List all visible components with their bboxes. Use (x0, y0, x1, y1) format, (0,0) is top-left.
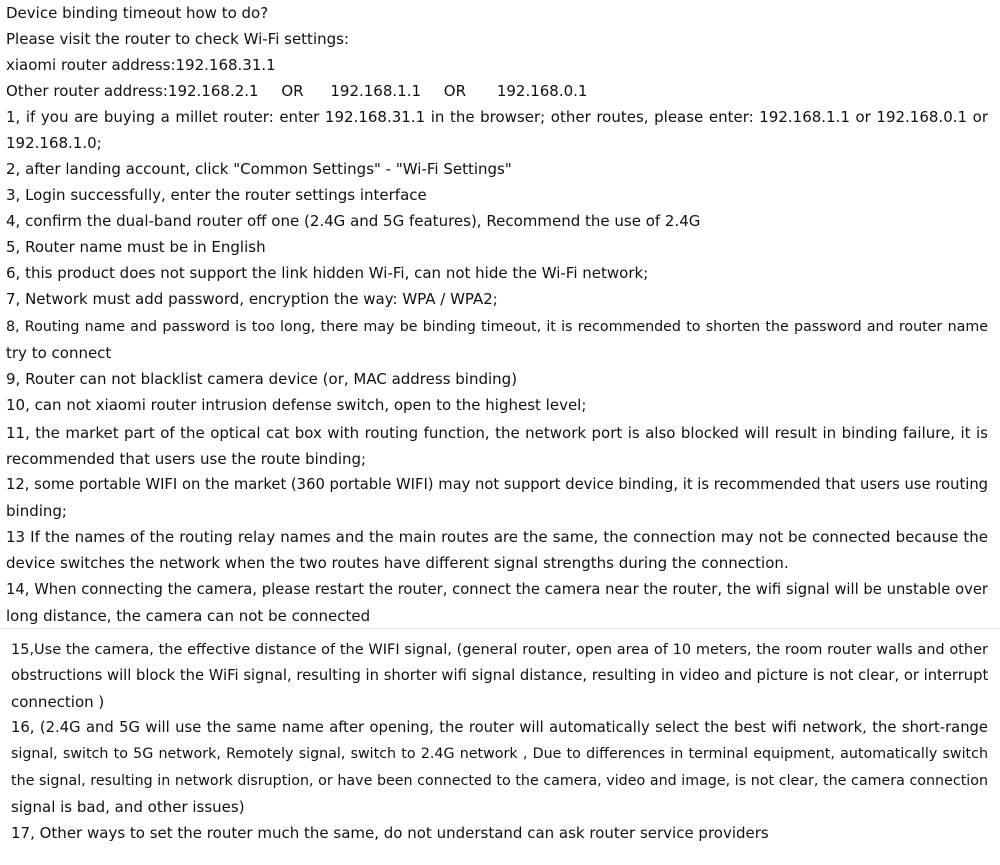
instruction-line: 7, Network must add password, encryption the way: WPA / WPA2; (6, 290, 498, 308)
instruction-line: long distance, the camera can not be connected (6, 607, 371, 625)
instruction-line: recommended that users use the route binding; (6, 450, 367, 468)
document-title: Device binding timeout how to do? (6, 4, 269, 22)
or-separator: OR (281, 82, 304, 100)
instruction-block-bottom (0, 628, 1000, 865)
instruction-line: 14, When connecting the camera, please restart the router, connect the camera near the router, the wifi signal will be unstable over (6, 581, 988, 598)
ip-address: 192.168.1.1 (330, 82, 422, 100)
other-address-label: Other router address:192.168.2.1 (6, 82, 259, 100)
other-address-line (6, 78, 988, 104)
instruction-line: signal is bad, and other issues) (11, 798, 245, 816)
instruction-line: 15,Use the camera, the effective distance of the WIFI signal, (general router, open area of 10 meters, the room router walls and other (11, 642, 988, 658)
instruction-line: 8, Routing name and password is too long, there may be binding timeout, it is recommended to shorten the password and router name (6, 319, 988, 335)
intro-line: Please visit the router to check Wi-Fi settings: (6, 30, 350, 48)
instruction-line: 3, Login successfully, enter the router settings interface (6, 186, 427, 204)
ip-address: 192.168.0.1 (496, 82, 588, 100)
instruction-line: 2, after landing account, click "Common Settings" - "Wi-Fi Settings" (6, 160, 512, 178)
instruction-line: 192.168.1.0; (6, 134, 102, 152)
instruction-line: 1, if you are buying a millet router: enter 192.168.31.1 in the browser; other routes, please enter: 192.168.1.1 or 192.168.0.1 or (6, 108, 988, 126)
xiaomi-address-line: xiaomi router address:192.168.31.1 (6, 56, 276, 74)
instruction-line: binding; (6, 502, 67, 520)
instruction-line: 17, Other ways to set the router much the same, do not understand can ask router service providers (11, 824, 769, 842)
instruction-line: 9, Router can not blacklist camera device (or, MAC address binding) (6, 370, 518, 388)
instruction-line: 10, can not xiaomi router intrusion defense switch, open to the highest level; (6, 396, 587, 414)
instruction-line: device switches the network when the two routes have different signal strengths during the connection. (6, 554, 789, 572)
instruction-line: 16, (2.4G and 5G will use the same name after opening, the router will automatically select the best wifi network, the short-range (11, 719, 988, 736)
instruction-line: obstructions will block the WiFi signal, resulting in shorter wifi signal distance, resulting in video and picture is not clear, or interrupt (11, 667, 989, 684)
instruction-line: connection ) (11, 693, 105, 711)
instruction-line: 6, this product does not support the link hidden Wi-Fi, can not hide the Wi-Fi network; (6, 264, 649, 282)
instruction-line: 11, the market part of the optical cat box with routing function, the network port is also blocked will result in binding failure, it is (6, 424, 988, 442)
instruction-line: 12, some portable WIFI on the market (360 portable WIFI) may not support device binding, it is recommended that users use routing (6, 476, 989, 493)
instruction-line: the signal, resulting in network disruption, or have been connected to the camera, video and image, is not clear, the camera connection (11, 773, 988, 789)
instruction-line: 13 If the names of the routing relay names and the main routes are the same, the connection may not be connected because the (6, 528, 988, 546)
instruction-line: try to connect (6, 344, 112, 362)
instruction-line: signal, switch to 5G network, Remotely signal, switch to 2.4G network , Due to differences in terminal equipment, automatically switch (11, 746, 988, 762)
instruction-line: 4, confirm the dual-band router off one (2.4G and 5G features), Recommend the use of 2.4G (6, 212, 701, 230)
or-separator: OR (443, 82, 467, 100)
instruction-line: 5, Router name must be in English (6, 238, 266, 256)
